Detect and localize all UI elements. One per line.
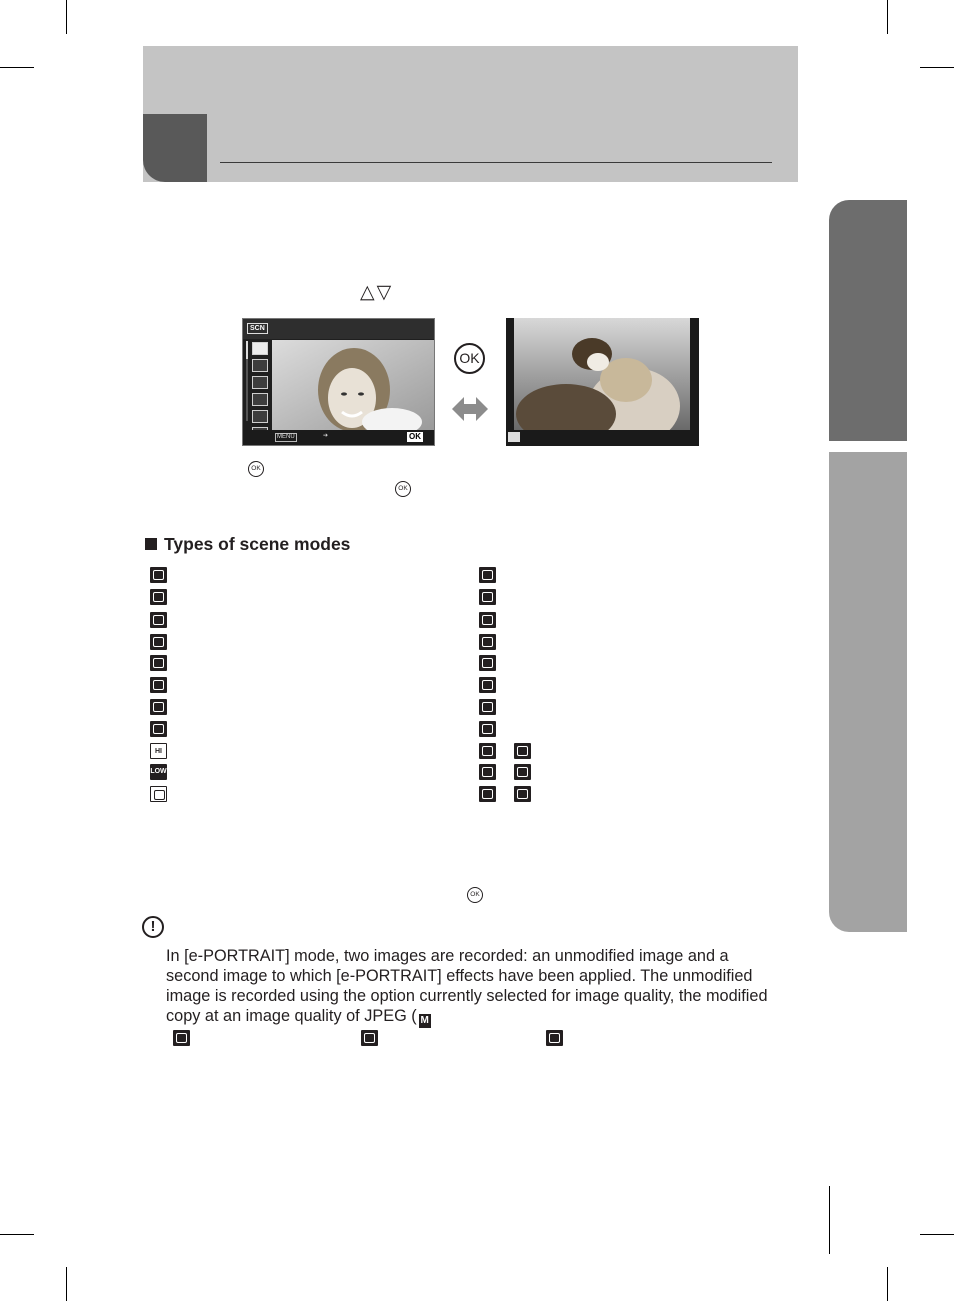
ok-symbol: OK	[248, 461, 264, 477]
high-key-icon: HI	[150, 743, 167, 759]
crop-mark	[829, 1186, 830, 1254]
dis-mode-icon	[150, 786, 167, 802]
menu-scrollbar-thumb	[246, 341, 248, 359]
macro-converter-icon	[479, 786, 496, 802]
crop-mark	[0, 67, 34, 68]
menu-landscape-portrait-icon	[252, 393, 268, 406]
documents-icon	[479, 655, 496, 671]
menu-portrait-icon	[252, 342, 268, 355]
caution-icon: !	[142, 916, 164, 938]
side-tab-dark	[829, 200, 907, 441]
live-view-screen	[506, 318, 699, 446]
landscape-portrait-icon	[150, 634, 167, 650]
note-line: copy at an image quality of JPEG (	[166, 1007, 417, 1025]
fisheye-converter-icon	[173, 1030, 190, 1046]
crop-mark	[887, 0, 888, 34]
ok-button-graphic: OK	[454, 343, 485, 374]
beach-snow-icon	[479, 721, 496, 737]
ok-symbol: OK	[467, 887, 483, 903]
image-quality-m-icon: M	[420, 1015, 429, 1026]
arrow-keys-glyph: △▽	[360, 282, 394, 303]
crop-mark	[920, 67, 954, 68]
ok-symbol: OK	[395, 481, 411, 497]
macro-icon	[479, 567, 496, 583]
info-hint: ➔	[323, 433, 329, 439]
portrait-sample-photo	[272, 340, 434, 430]
children-icon	[150, 721, 167, 737]
scene-menu-screen	[242, 318, 435, 446]
wide-converter-icon	[479, 764, 496, 780]
menu-bottombar	[243, 430, 434, 445]
note-line-with-badge	[166, 1006, 794, 1028]
crop-mark	[920, 1234, 954, 1235]
panorama-icon	[479, 677, 496, 693]
macro-converter-icon	[546, 1030, 563, 1046]
fireworks-icon	[479, 699, 496, 715]
crop-mark	[887, 1267, 888, 1301]
night-scene-icon	[150, 677, 167, 693]
menu-button-hint: MENU	[277, 434, 295, 440]
menu-landscape-icon	[252, 376, 268, 389]
section-title-text: Types of scene modes	[164, 534, 351, 554]
menu-sport-icon	[252, 410, 268, 423]
portrait-icon	[150, 567, 167, 583]
note-line: second image to which [e-PORTRAIT] effects have been applied. The unmodified	[166, 967, 753, 985]
menu-icon-list	[252, 342, 270, 444]
section-bullet-icon	[145, 538, 157, 550]
ok-button-hint: OK	[409, 432, 421, 441]
eportrait-note	[166, 946, 794, 1028]
menu-topbar	[243, 319, 434, 339]
landscape-icon	[150, 612, 167, 628]
double-arrow-icon	[452, 396, 488, 422]
header-rule	[220, 162, 772, 163]
crop-mark	[66, 1267, 67, 1301]
fisheye-converter-icon	[479, 743, 496, 759]
scn-badge: SCN	[247, 323, 268, 334]
wide-converter-icon	[361, 1030, 378, 1046]
section-title	[145, 534, 350, 554]
crop-mark	[66, 0, 67, 34]
macro-converter-alt-icon	[514, 786, 531, 802]
candle-icon	[479, 612, 496, 628]
sunset-icon	[479, 634, 496, 650]
side-tab-light	[829, 452, 907, 932]
wide-converter-alt-icon	[514, 764, 531, 780]
chapter-block	[143, 114, 207, 182]
night-portrait-icon	[150, 699, 167, 715]
fisheye-converter-alt-icon	[514, 743, 531, 759]
note-line: In [e-PORTRAIT] mode, two images are recorded: an unmodified image and a	[166, 947, 729, 965]
nature-macro-icon	[479, 589, 496, 605]
crop-mark	[0, 1234, 34, 1235]
e-portrait-icon	[150, 589, 167, 605]
low-key-icon: LOW	[150, 764, 167, 780]
menu-e-portrait-icon	[252, 359, 268, 372]
sport-icon	[150, 655, 167, 671]
note-line: image is recorded using the option currently selected for image quality, the modified	[166, 987, 768, 1005]
